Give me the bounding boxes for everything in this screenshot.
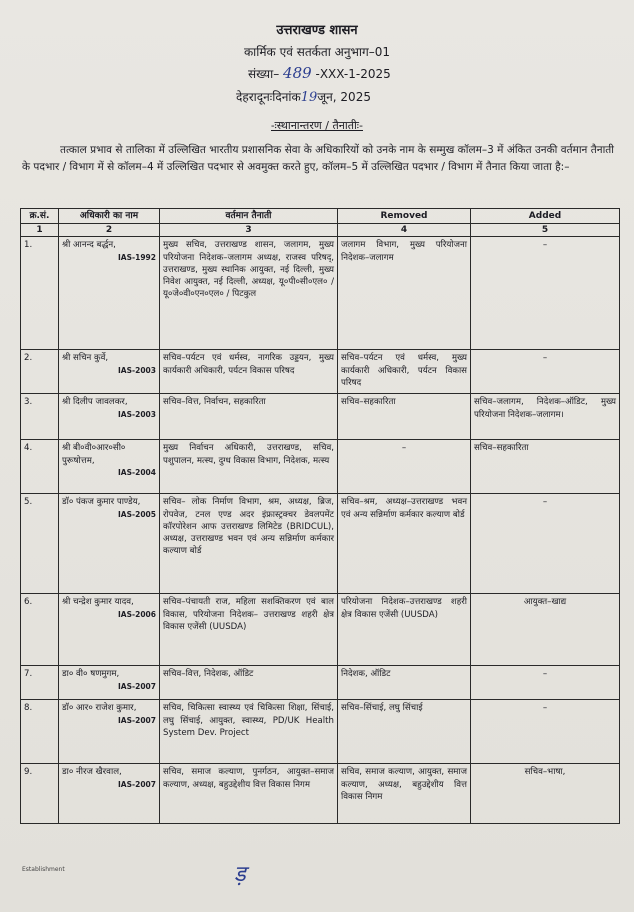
officer-name: श्री सचिन कुर्वे, [62,353,109,364]
officer-service: IAS-2003 [118,409,156,419]
officer-cell [59,350,160,394]
table-row [21,494,620,594]
current-posting: मुख्य सचिव, उत्तराखण्ड शासन, जलागम, मुख्य परियोजना निदेशक–जलागम अध्यक्ष, राजस्व परिषद्, उत्तराखण्ड, मुख्य स्थानिक आयुक्त, नई दिल्ली, मुख्य निवेश आयुक्त, नई दिल्ली, अध्यक्ष, यू०पी०सी०एल० / यू०जे०वी०एन०एल० / पिटकुल [160,237,338,350]
officer-service: IAS-2003 [118,365,156,375]
added-posting: – [471,350,620,394]
col-number: 3 [160,224,338,237]
column-number-row [21,224,620,237]
row-sn: 2. [21,350,59,394]
header-sn: क्र.सं. [21,209,59,224]
current-posting: सचिव–वित्त, निर्वाचन, सहकारिता [160,394,338,440]
removed-posting: सचिव–सहकारिता [338,394,471,440]
header-current-posting: वर्तमान तैनाती [160,209,338,224]
row-sn: 3. [21,394,59,440]
current-posting: सचिव, समाज कल्याण, पुनर्गठन, आयुक्त–समाज कल्याण, अध्यक्ष, बहुउद्देशीय वित्त विकास निगम [160,764,338,824]
number-prefix: संख्या– [248,67,280,81]
officer-name: डॉ० पंकज कुमार पाण्डेय, [62,497,141,508]
row-sn: 5. [21,494,59,594]
officer-service: IAS-1992 [118,252,156,262]
col-number: 5 [471,224,620,237]
row-sn: 8. [21,700,59,764]
officer-name: डा० नीरज खैरवाल, [62,767,122,778]
removed-posting: सचिव–सिंचाई, लघु सिंचाई [338,700,471,764]
department-line: कार्मिक एवं सतर्कता अनुभाग–01 [243,45,391,59]
row-sn: 7. [21,666,59,700]
date-suffix: जून, 2025 [317,90,371,104]
added-posting: सचिव–सहकारिता [471,440,620,494]
table-row [21,394,620,440]
footer-note: Establishment [22,866,65,873]
officer-service: IAS-2004 [118,467,156,477]
officer-cell [59,666,160,700]
col-number: 2 [59,224,160,237]
officer-cell [59,394,160,440]
officer-cell [59,237,160,350]
order-number-line [248,64,391,82]
current-posting: सचिव–पर्यटन एवं धर्मस्व, नागरिक उड्डयन, मुख्य कार्यकारी अधिकारी, पर्यटन विकास परिषद [160,350,338,394]
current-posting: सचिव–पंचायती राज, महिला सशक्तिकरण एवं बाल विकास, परियोजना निदेशक– उत्तराखण्ड शहरी क्षेत्र विकास एजेंसी (UUSDA) [160,594,338,666]
date-prefix: देहरादूनःदिनांक [236,90,301,104]
officer-service: IAS-2007 [118,779,156,789]
order-paragraph: तत्काल प्रभाव से तालिका में उल्लिखित भारतीय प्रशासनिक सेवा के अधिकारियों को उनके नाम के सम्मुख कॉलम–3 में अंकित उनकी वर्तमान तैनाती के पदभार / विभाग में से कॉलम–4 में उल्लिखित पदभार से अवमुक्त करते हुए, कॉलम–5 में उल्लिखित पदभार / विभाग में तैनात किया जाता है:– [22,144,614,173]
date-line [236,88,371,105]
number-suffix: -XXX-1-2025 [315,67,391,81]
added-posting: सचिव–जलागम, निदेशक–ऑडिट, मुख्य परियोजना निदेशक–जलागम। [471,394,620,440]
row-sn: 6. [21,594,59,666]
officer-service: IAS-2007 [118,715,156,725]
officer-cell [59,440,160,494]
officer-cell [59,594,160,666]
handwritten-date: 19 [300,90,318,105]
removed-posting: सचिव–पर्यटन एवं धर्मस्व, मुख्य कार्यकारी अधिकारी, पर्यटन विकास परिषद [338,350,471,394]
officer-cell [59,494,160,594]
row-sn: 4. [21,440,59,494]
officer-name: डा० वी० षणमुगम, [62,669,120,680]
table-row [21,594,620,666]
removed-posting: सचिव, समाज कल्याण, आयुक्त, समाज कल्याण, अध्यक्ष, बहुउद्देशीय वित्त विकास निगम [338,764,471,824]
officer-cell [59,700,160,764]
added-posting: – [471,237,620,350]
handwritten-number: 489 [283,64,312,82]
officer-name: डॉ० आर० राजेश कुमार, [62,703,137,714]
table-row [21,666,620,700]
added-posting: – [471,494,620,594]
signature: ड़ [234,862,246,887]
officer-name: श्री चन्द्रेश कुमार यादव, [62,597,134,608]
removed-posting: जलागम विभाग, मुख्य परियोजना निदेशक–जलागम [338,237,471,350]
added-posting: आयुक्त–खाद्य [471,594,620,666]
removed-posting: सचिव–श्रम, अध्यक्ष–उत्तराखण्ड भवन एवं अन्य सन्निर्माण कर्मकार कल्याण बोर्ड [338,494,471,594]
header-officer-name: अधिकारी का नाम [59,209,160,224]
row-sn: 9. [21,764,59,824]
table-row [21,350,620,394]
officer-name: श्री आनन्द बर्द्धन, [62,240,116,251]
officer-service: IAS-2007 [118,681,156,691]
col-number: 4 [338,224,471,237]
added-posting: सचिव–भाषा, [471,764,620,824]
header-removed: Removed [338,209,471,224]
current-posting: सचिव–वित्त, निदेशक, ऑडिट [160,666,338,700]
subject-line: -ःस्थानान्तरण / तैनातीः- [271,119,363,132]
table-row [21,440,620,494]
table-row [21,700,620,764]
table-row [21,237,620,350]
header-added: Added [471,209,620,224]
added-posting: – [471,666,620,700]
officer-name: श्री बी०वी०आर०सी० पुरूषोत्तम, [62,443,126,466]
removed-posting: – [338,440,471,494]
officer-name: श्री दिलीप जावलकर, [62,397,128,408]
current-posting: सचिव, चिकित्सा स्वास्थ्य एवं चिकित्सा शिक्षा, सिंचाई, लघु सिंचाई, आयुक्त, स्वास्थ्य, PD/UK Health System Dev. Project [160,700,338,764]
current-posting: मुख्य निर्वाचन अधिकारी, उत्तराखण्ड, सचिव, पशुपालन, मत्स्य, दुग्ध विकास विभाग, निदेशक, मत्स्य [160,440,338,494]
table-row [21,764,620,824]
row-sn: 1. [21,237,59,350]
table-header-row [21,209,620,224]
removed-posting: निदेशक, ऑडिट [338,666,471,700]
officer-service: IAS-2005 [118,509,156,519]
officer-service: IAS-2006 [118,609,156,619]
transfer-table [20,208,620,824]
removed-posting: परियोजना निदेशक–उत्तराखण्ड शहरी क्षेत्र विकास एजेंसी (UUSDA) [338,594,471,666]
government-title: उत्तराखण्ड शासन [276,23,358,38]
added-posting: – [471,700,620,764]
current-posting: सचिव– लोक निर्माण विभाग, श्रम, अध्यक्ष, ब्रिज, रोपवेज, टनल एण्ड अदर इंफ्रास्ट्रक्चर डेवलपमेंट कॉरपोरेशन आफ उत्तराखण्ड लिमिटेड (BRIDCUL), अध्यक्ष, उत्तराखण्ड भवन एवं अन्य सन्निर्माण कर्मकार कल्याण बोर्ड [160,494,338,594]
officer-cell [59,764,160,824]
col-number: 1 [21,224,59,237]
table-body [21,237,620,824]
